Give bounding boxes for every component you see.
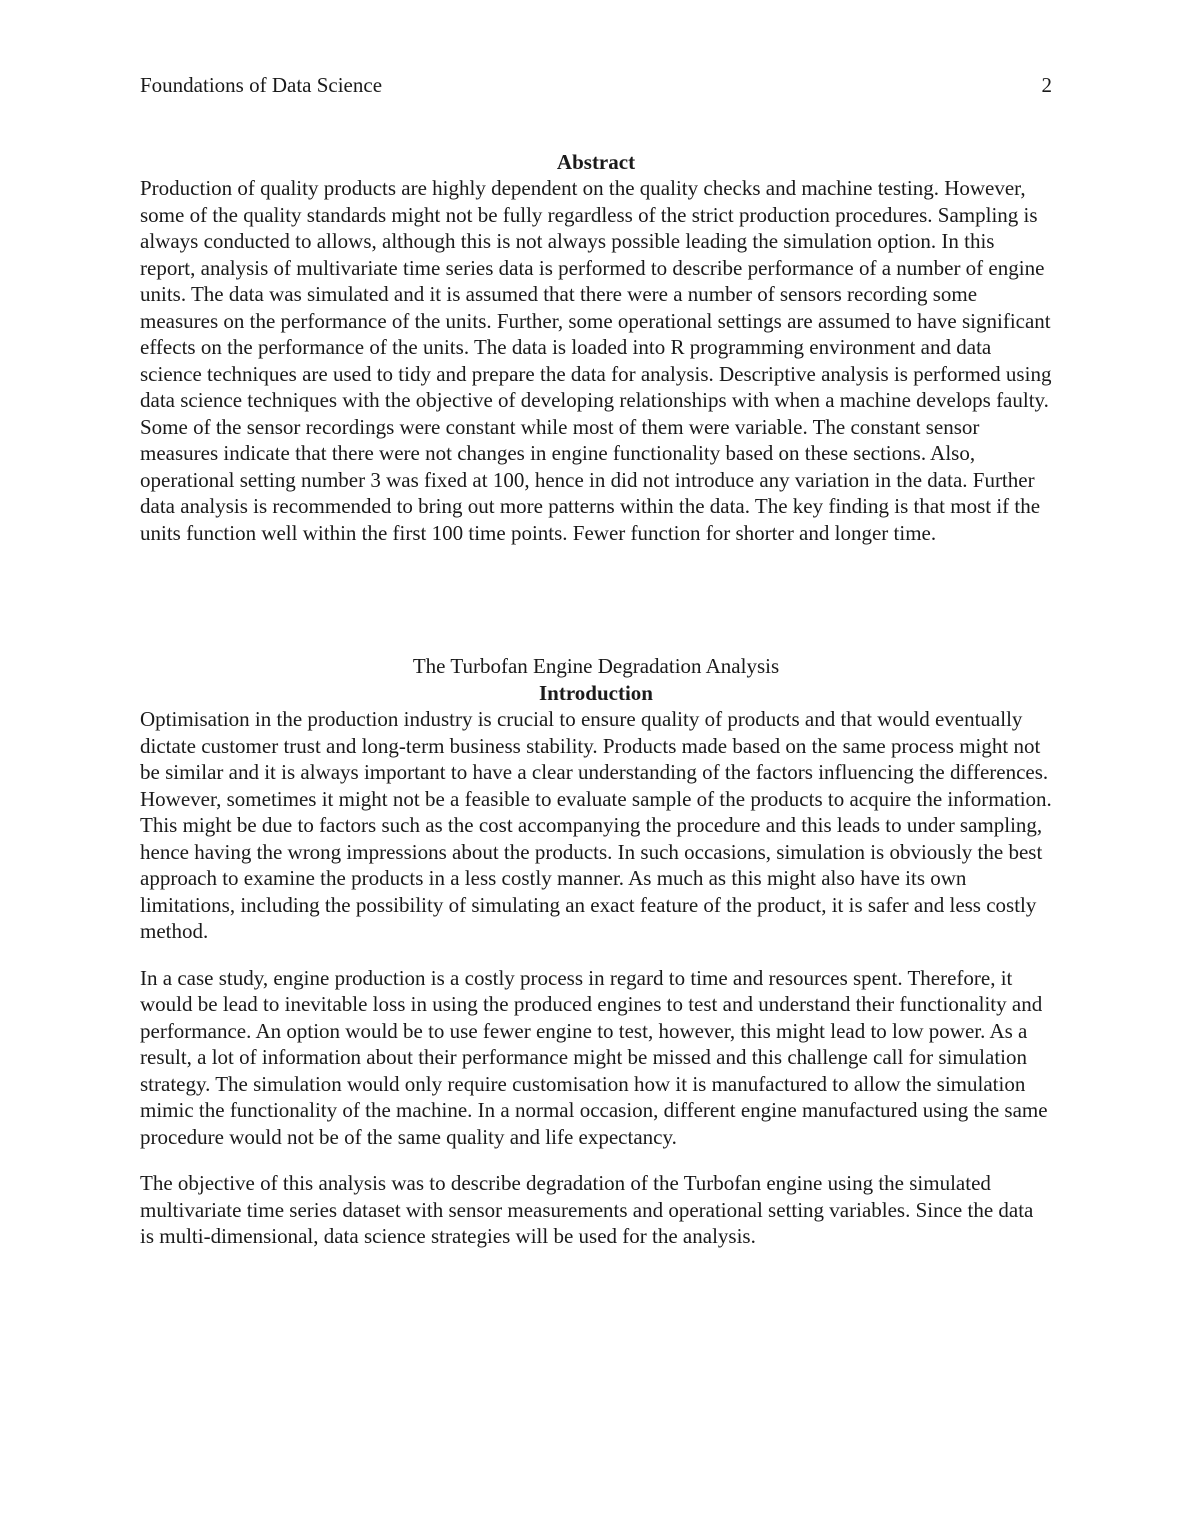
page-header — [140, 72, 1052, 99]
abstract-heading: Abstract — [556, 149, 636, 174]
paper-title: The Turbofan Engine Degradation Analysis — [412, 654, 780, 678]
introduction-paragraph-2: In a case study, engine production is a costly process in regard to time and resources spent. Therefore, it would be lead to inevitable loss in using the produced engines to test and understand their functionality and performance. An option would be to use fewer engine to test, however, this might lead to low power. As a result, a lot of information about their performance might be missed and this challenge call for simulation strategy. The simulation would only require customisation how it is manufactured to allow the simulation mimic the functionality of the machine. In a normal occasion, different engine manufactured using the same procedure would not be of the same quality and life expectancy. — [140, 965, 1048, 1149]
introduction-paragraph-1: Optimisation in the production industry is crucial to ensure quality of products and that would eventually dictate customer trust and long-term business stability. Products made based on the same process might not be similar and it is always important to have a clear understanding of the factors influencing the differences. However, sometimes it might not be a feasible to evaluate sample of the products to acquire the information. This might be due to factors such as the cost accompanying the procedure and this leads to under sampling, hence having the wrong impressions about the products. In such occasions, simulation is obviously the best approach to examine the products in a less costly manner. As much as this might also have its own limitations, including the possibility of simulating an exact feature of the product, it is safer and less costly method. — [140, 707, 1052, 943]
abstract-paragraph: Production of quality products are highly dependent on the quality checks and machine testing. However, some of the quality standards might not be fully regardless of the strict production procedures. Sampling is always conducted to allows, although this is not always possible leading the simulation option. In this report, analysis of multivariate time series data is performed to describe performance of a number of engine units. The data was simulated and it is assumed that there were a number of sensors recording some measures on the performance of the units. Further, some operational settings are assumed to have significant effects on the performance of the units. The data is loaded into R programming environment and data science techniques are used to tidy and prepare the data for analysis. Descriptive analysis is performed using data science techniques with the objective of developing relationships with when a machine develops faulty. Some of the sensor recordings were constant while most of them were variable. The constant sensor measures indicate that there were not changes in engine functionality based on these sections. Also, operational setting number 3 was fixed at 100, hence in did not introduce any variation in the data. Further data analysis is recommended to bring out more patterns within the data. The key finding is that most if the units function well within the first 100 time points. Fewer function for shorter and longer time. — [140, 176, 1052, 545]
running-title: Foundations of Data Science — [140, 73, 383, 97]
introduction-paragraph-3: The objective of this analysis was to describe degradation of the Turbofan engine using the simulated multivariate time series dataset with sensor measurements and operational setting variables. Since the data is multi-dimensional, data science strategies will be used for the analysis. — [140, 1171, 1034, 1248]
page-number: 2 — [1041, 73, 1052, 97]
introduction-heading: Introduction — [539, 680, 653, 705]
